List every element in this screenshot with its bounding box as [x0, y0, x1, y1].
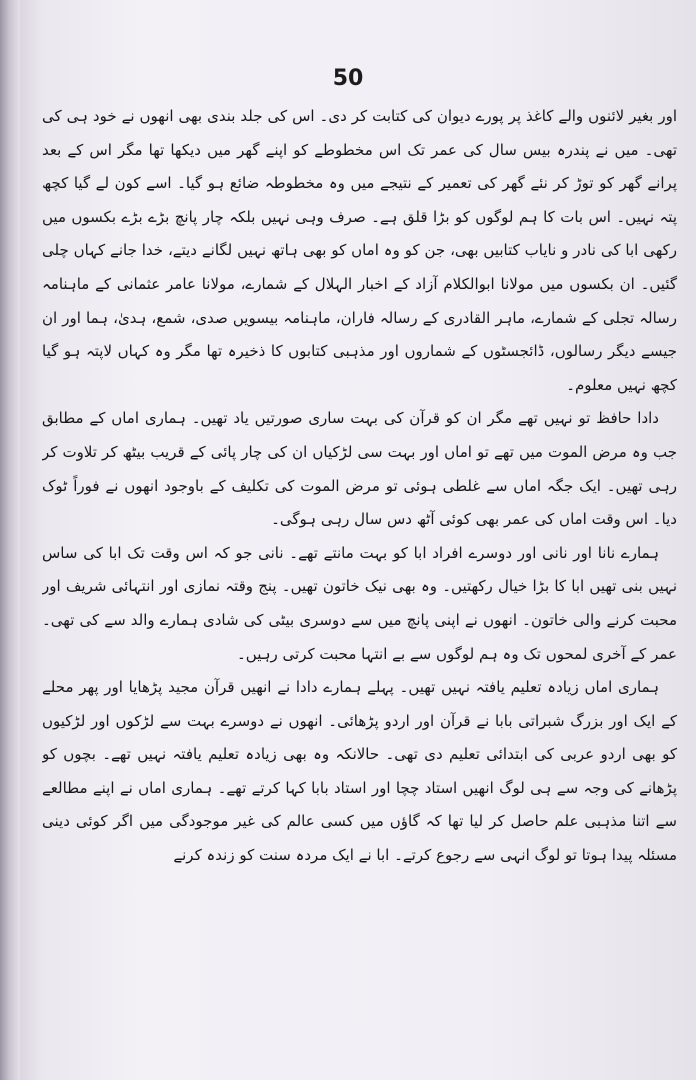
paragraph: دادا حافظ تو نہیں تھے مگر ان کو قرآن کی بہت ساری صورتیں یاد تھیں۔ ہماری اماں کے مطابق جب وہ مرض الموت میں تھے تو اماں اور بہت سی لڑکیاں ان کی چار پائی کے قریب بیٹھ کر تلاوت کر رہی تھیں۔ ایک جگہ اماں سے غلطی ہوئی تو مرض الموت کی تکلیف کے باوجود انھوں نے فوراً ٹوک دیا۔ اس وقت اماں کی عمر بھی کوئی آٹھ دس سال رہی ہوگی۔: [42, 409, 677, 529]
book-binding-edge: [0, 0, 20, 1080]
paragraph: اور بغیر لائنوں والے کاغذ پر پورے دیوان کی کتابت کر دی۔ اس کی جلد بندی بھی انھوں نے خود ہی کی تھی۔ میں نے پندرہ بیس سال کی عمر تک اس مخطوطے کو اپنے گھر میں دیکھا تھا مگر اس کے بعد پرانے گھر کو توڑ کر نئے گھر کی تعمیر کے نتیجے میں وہ مخطوطہ ضائع ہو گیا۔ اسے کون لے گیا کچھ پتہ نہیں۔ اس بات کا ہم لوگوں کو بڑا قلق ہے۔ صرف وہی نہیں بلکہ چار پانچ بڑے بڑے بکسوں میں رکھی ابا کی نادر و نایاب کتابیں بھی، جن کو وہ اماں کو بھی ہاتھ نہیں لگانے دیتے، خدا جانے کہاں چلی گئیں۔ ان بکسوں میں مولانا ابوالکلام آزاد کے اخبار الہلال کے شمارے، مولانا عامر عثمانی کے ماہنامہ رسالہ تجلی کے شمارے، ماہر القادری کے رسالہ فاران، ماہنامہ بیسویں صدی، شمع، ہدیٰ، ہما اور ان جیسے دیگر رسالوں، ڈائجسٹوں کے شماروں اور مذہبی کتابوں کا ذخیرہ تھا مگر وہ کہاں لاپتہ ہو گیا کچھ نہیں معلوم۔: [42, 107, 677, 394]
page-number: 50: [332, 66, 364, 91]
page-body: [42, 100, 677, 1062]
paragraph: ہماری اماں زیادہ تعلیم یافتہ نہیں تھیں۔ پہلے ہمارے دادا نے انھیں قرآن مجید پڑھایا اور پھر محلے کے ایک اور بزرگ شبراتی بابا نے قرآن اور اردو پڑھائی۔ انھوں نے دوسرے بہت سے لڑکوں اور لڑکیوں کو بھی اردو عربی کی ابتدائی تعلیم دی تھی۔ حالانکہ وہ بھی زیادہ تعلیم یافتہ نہیں تھے۔ بچوں کو پڑھانے کی وجہ سے ہی لوگ انھیں استاد چچا اور استاد بابا کہا کرتے تھے۔ ہماری اماں نے اپنے مطالعے سے اتنا مذہبی علم حاصل کر لیا تھا کہ گاؤں میں کسی عالم کی غیر موجودگی میں اگر کوئی دینی مسئلہ پیدا ہوتا تو لوگ انہی سے رجوع کرتے۔ ابا نے ایک مردہ سنت کو زندہ کرنے: [42, 678, 677, 865]
paragraph: ہمارے نانا اور نانی اور دوسرے افراد ابا کو بہت مانتے تھے۔ نانی جو کہ اس وقت تک ابا کی ساس نہیں بنی تھیں ابا کا بڑا خیال رکھتیں۔ وہ بھی نیک خاتون تھیں۔ پنج وقتہ نمازی اور انتہائی شریف اور محبت کرنے والی خاتون۔ انھوں نے اپنی پانچ میں سے دوسری بیٹی کی شادی ہمارے والد سے کی تھی۔ عمر کے آخری لمحوں تک وہ ہم لوگوں سے بے انتہا محبت کرتی رہیں۔: [42, 543, 677, 663]
